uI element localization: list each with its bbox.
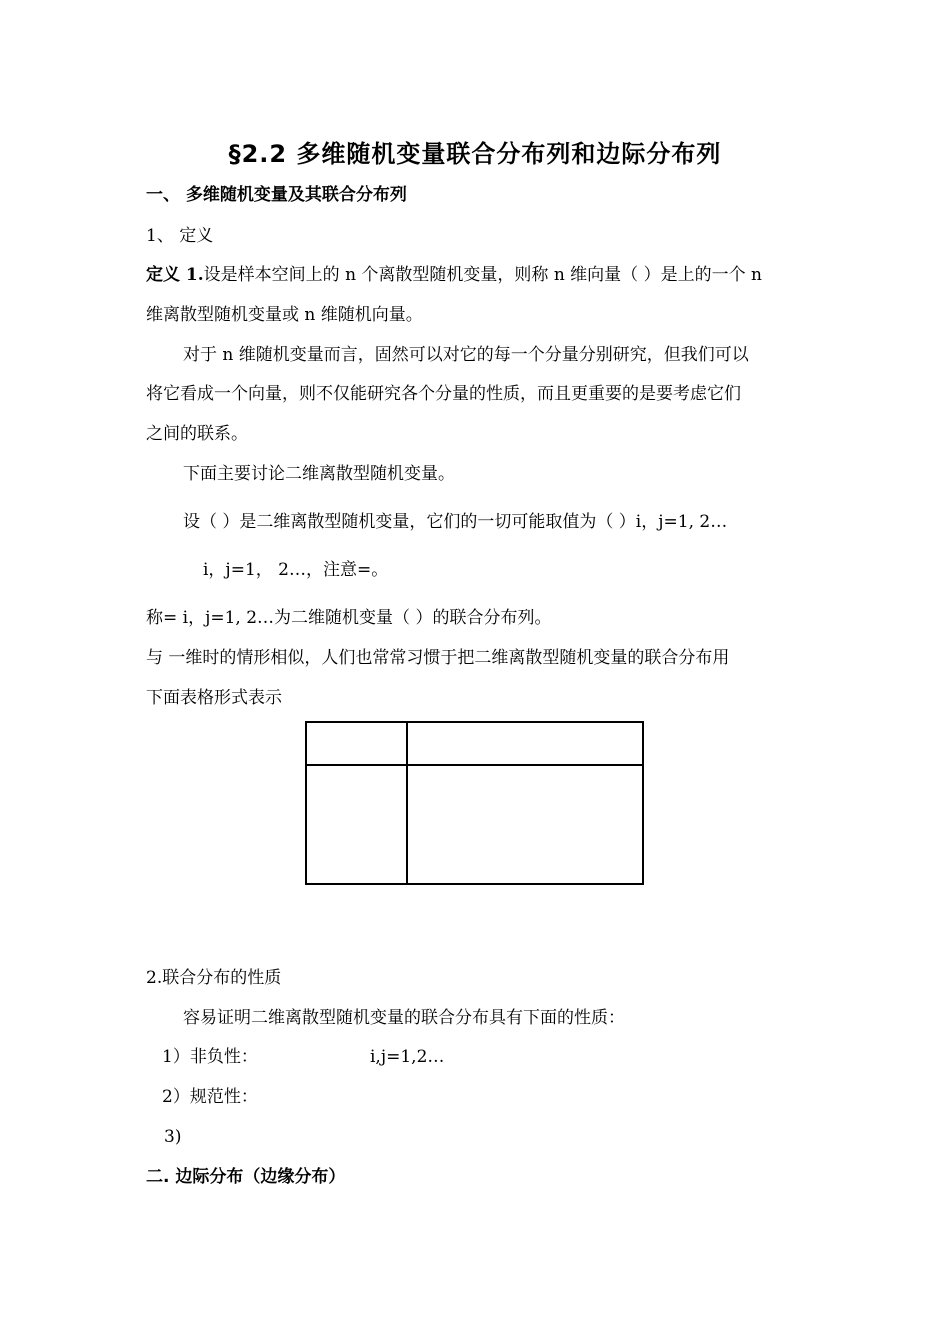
- paragraph-2: 下面主要讨论二维离散型随机变量。: [183, 464, 455, 484]
- property-3-label: 3): [164, 1127, 182, 1147]
- paragraph-6-line-2: 下面表格形式表示: [146, 688, 282, 708]
- table-header-cell-left: [307, 723, 406, 764]
- subsection-definition: 1、 定义: [146, 226, 214, 246]
- joint-distribution-table: [305, 721, 644, 885]
- definition-label: 定义 1.: [146, 265, 204, 285]
- page-title: §2.2 多维随机变量联合分布列和边际分布列: [228, 140, 722, 168]
- properties-intro: 容易证明二维离散型随机变量的联合分布具有下面的性质：: [183, 1008, 625, 1028]
- definition-text-1: 设是样本空间上的 n 个离散型随机变量，则称 n 维向量（ ）是上的一个 n: [203, 265, 762, 285]
- properties-heading: 2.联合分布的性质: [146, 968, 282, 988]
- table-body-cell-left: [307, 766, 406, 883]
- paragraph-1-line-3: 之间的联系。: [146, 424, 248, 444]
- definition-line-2: 维离散型随机变量或 n 维随机向量。: [146, 305, 423, 325]
- section-heading-1: 一、 多维随机变量及其联合分布列: [146, 185, 407, 205]
- table-body-cell-right: [408, 766, 642, 883]
- property-1-value: i,j=1,2…: [370, 1047, 445, 1067]
- paragraph-1-line-1: 对于 n 维随机变量而言，固然可以对它的每一个分量分别研究，但我们可以: [183, 345, 749, 365]
- paragraph-3: 设（ ）是二维离散型随机变量，它们的一切可能取值为（ ）i，j=1, 2…: [183, 512, 728, 532]
- definition-line-1: [146, 264, 762, 286]
- property-1-label: 1）非负性：: [162, 1047, 258, 1067]
- paragraph-1-line-2: 将它看成一个向量，则不仅能研究各个分量的性质，而且更重要的是要考虑它们: [146, 384, 741, 404]
- table-header-cell-right: [408, 723, 642, 764]
- paragraph-5: 称= i，j=1, 2…为二维随机变量（ ）的联合分布列。: [146, 608, 552, 628]
- property-2-label: 2）规范性：: [162, 1087, 258, 1107]
- section-heading-2: 二. 边际分布（边缘分布）: [146, 1167, 346, 1187]
- paragraph-6-line-1: 与 一维时的情形相似，人们也常常习惯于把二维离散型随机变量的联合分布用: [146, 648, 730, 668]
- paragraph-4: i，j=1， 2…，注意=。: [203, 560, 389, 580]
